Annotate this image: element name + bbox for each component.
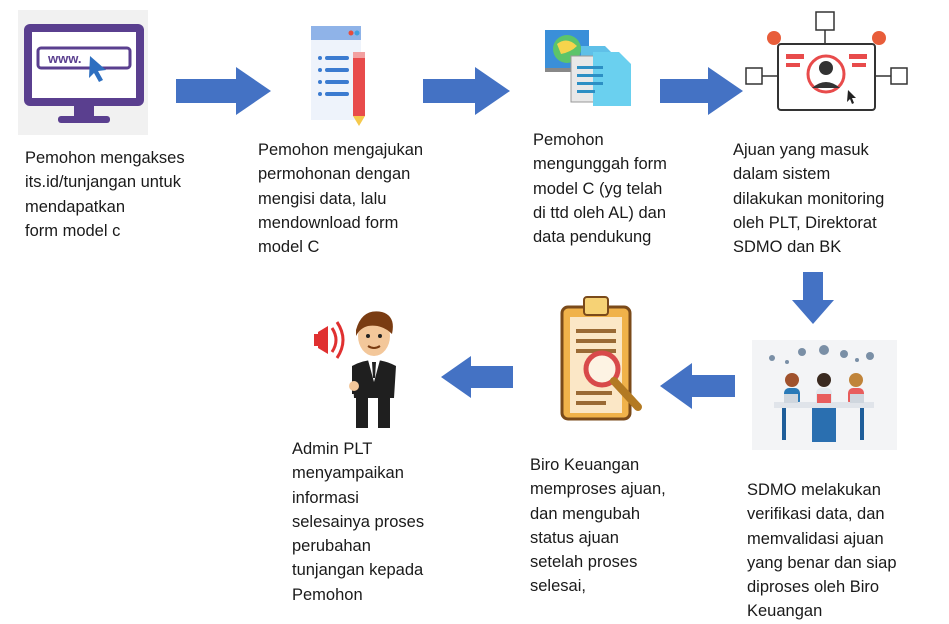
arrow-step2-to-step3 (423, 67, 510, 115)
step-2-text: Pemohon mengajukan permohonan dengan mengisi data, lalu mendownload form model C (258, 141, 424, 257)
arrow-step5-to-step6 (660, 363, 735, 409)
form-document-icon (303, 22, 383, 127)
arrow-step4-to-step5 (792, 272, 834, 324)
admin-announcer-icon (312, 306, 408, 430)
monitor-url-text: www. (48, 51, 82, 66)
monitor-url-icon (18, 10, 148, 135)
step-4-text: Ajuan yang masuk dalam sistem dilakukan monitoring oleh PLT, Direktorat SDMO dan BK (733, 141, 885, 257)
team-verification-icon (752, 340, 897, 450)
monitoring-system-icon (744, 10, 909, 120)
step-3-text: Pemohon mengunggah form model C (yg telah di ttd oleh AL) dan data pendukung (533, 131, 667, 247)
step-5-text: SDMO melakukan verifikasi data, dan memvalidasi ajuan yang benar dan siap diproses oleh Biro Keuangan (747, 481, 897, 621)
arrow-step6-to-step7 (441, 356, 513, 398)
arrow-step1-to-step2 (176, 67, 271, 115)
step-6-text: Biro Keuangan memproses ajuan, dan mengubah status ajuan setelah proses selesai, (530, 456, 666, 596)
clipboard-magnifier-icon (558, 295, 648, 423)
step-7-text: Admin PLT menyampaikan informasi selesainya proses perubahan tunjangan kepada Pemohon (292, 440, 425, 604)
arrow-step3-to-step4 (660, 67, 743, 115)
step-1-text: Pemohon mengakses its.id/tunjangan untuk mendapatkan form model c (25, 149, 185, 240)
upload-documents-icon (541, 22, 641, 112)
